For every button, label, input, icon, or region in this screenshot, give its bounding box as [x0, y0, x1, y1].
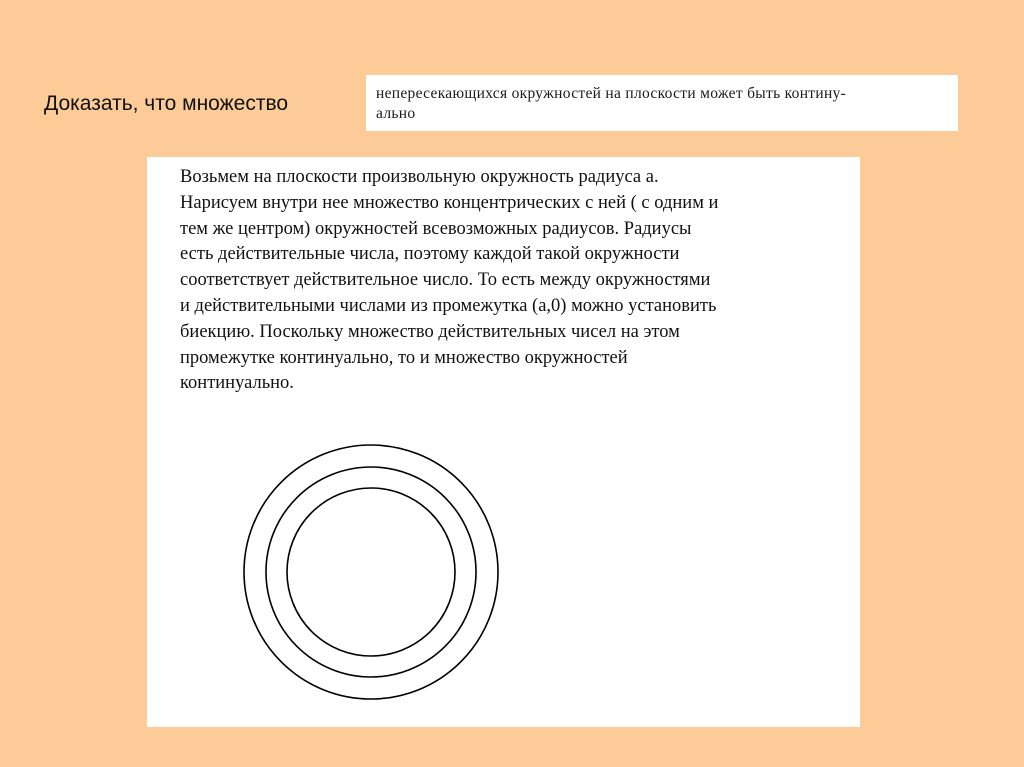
middle-circle — [266, 467, 476, 677]
proof-line-9: континуально. — [180, 373, 294, 394]
proof-line-1: Возьмем на плоскости произвольную окружность радиуса а. — [180, 167, 659, 187]
slide-title: Доказать, что множество — [44, 92, 289, 115]
proof-line-2: Нарисуем внутри нее множество концентрических с ней ( с одним и — [180, 192, 719, 213]
title-snippet-image — [366, 75, 958, 131]
proof-line-3: тем же центром) окружностей всевозможных радиусов. Радиусы — [180, 218, 692, 239]
proof-line-7: биекцию. Поскольку множество действительных чисел на этом — [180, 321, 680, 342]
inner-circle — [287, 488, 455, 656]
proof-line-5: соответствует действительное число. То есть между окружностями — [180, 270, 711, 291]
proof-line-8: промежутке континуально, то и множество окружностей — [180, 347, 628, 368]
proof-text — [180, 165, 855, 397]
proof-line-4: есть действительные числа, поэтому каждой такой окружности — [180, 244, 680, 265]
concentric-circles-figure — [240, 435, 510, 715]
title-snippet-text: непересекающихся окружностей на плоскости может быть контину- ально — [376, 85, 847, 122]
outer-circle — [244, 445, 498, 699]
proof-line-6: и действительными числами из промежутка (а,0) можно установить — [180, 295, 717, 316]
